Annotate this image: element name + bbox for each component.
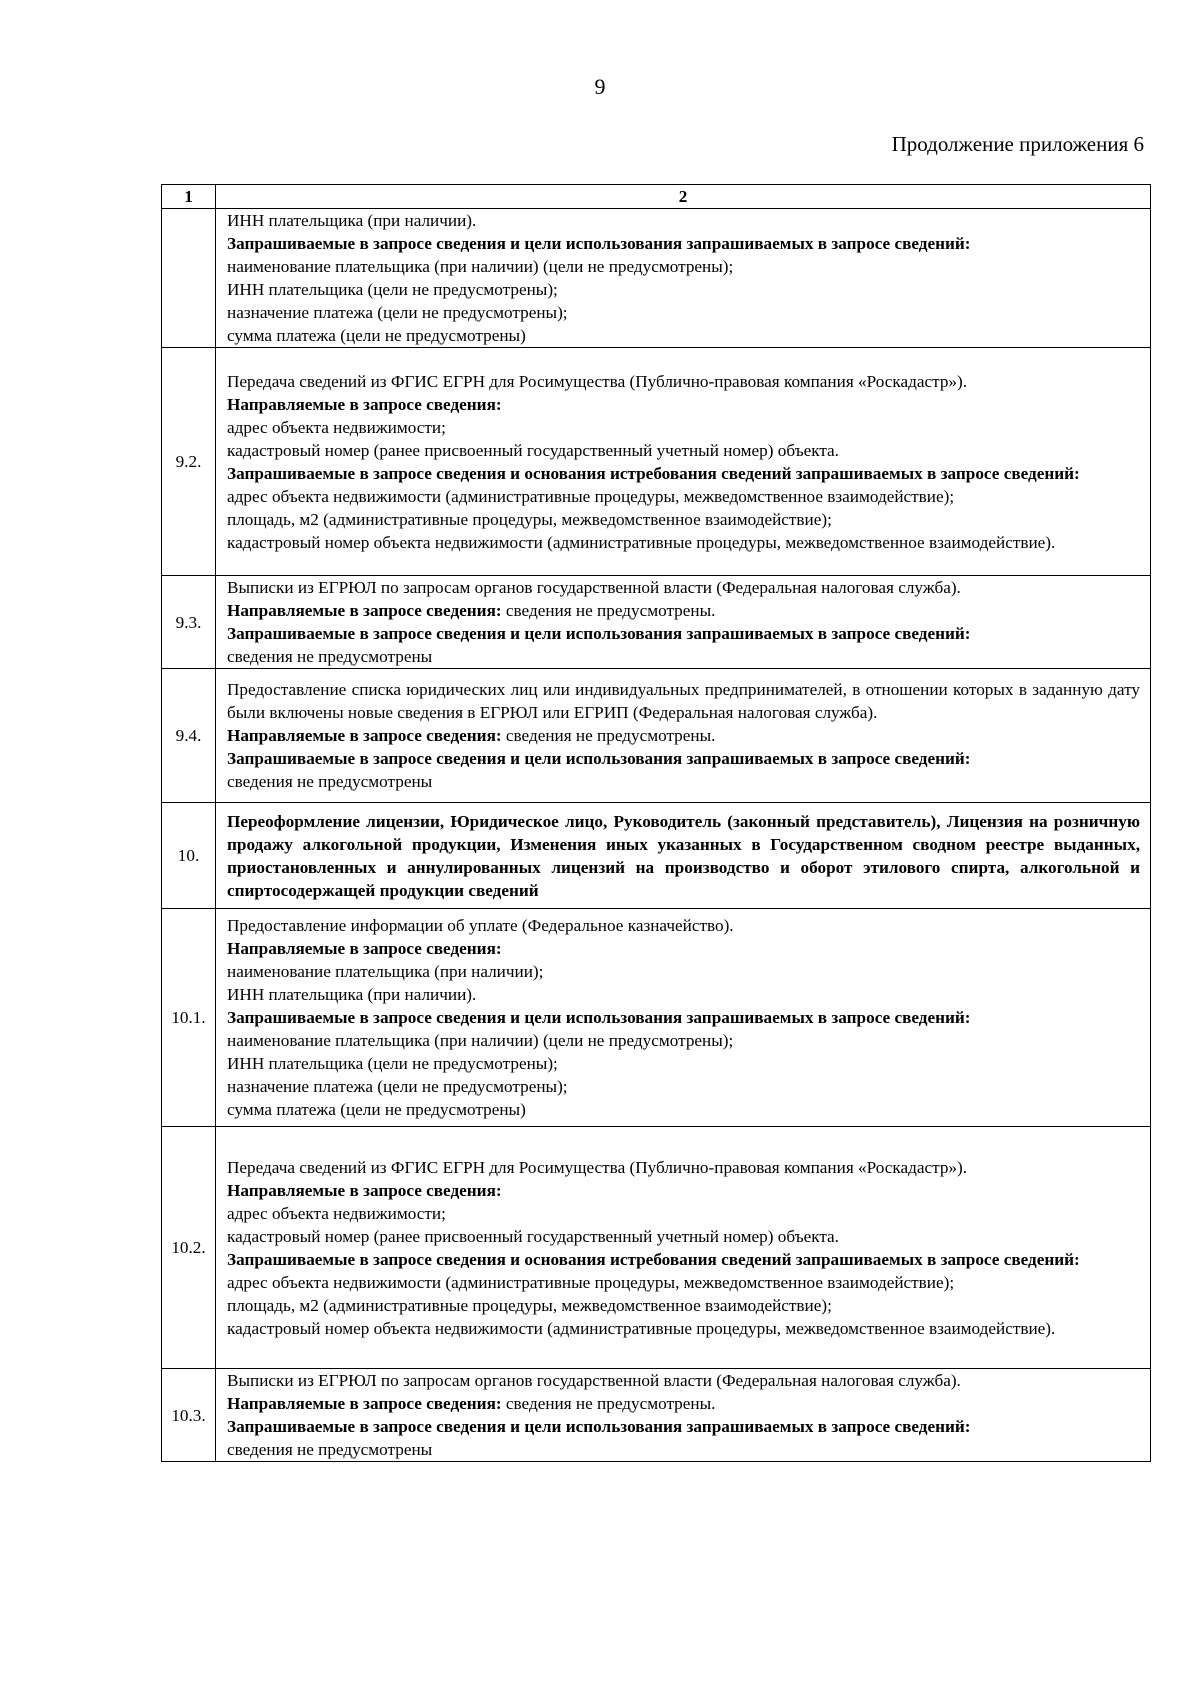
line-text: Направляемые в запросе сведения:	[227, 601, 502, 620]
row-content	[216, 803, 1151, 909]
text-line	[227, 1271, 1140, 1294]
line-text: ИНН плательщика (цели не предусмотрены);	[227, 1054, 558, 1073]
row-content	[216, 669, 1151, 803]
row-content	[216, 209, 1151, 348]
line-text: адрес объекта недвижимости;	[227, 417, 446, 437]
line-text: назначение платежа (цели не предусмотрены);	[227, 1077, 568, 1096]
line-text: Предоставление списка юридических лиц или индивидуальных предпринимателей, в отношении которых в заданную дату были включены новые сведения в ЕГРЮЛ или ЕГРИП (Федеральная налоговая служба).	[227, 680, 1140, 722]
table-row	[162, 1369, 1151, 1462]
table-body	[162, 209, 1151, 1462]
text-line	[227, 576, 1140, 599]
text-line	[227, 508, 1140, 531]
header-col-2: 2	[216, 185, 1151, 209]
text-line	[227, 209, 1140, 232]
appendix-table	[161, 184, 1151, 1462]
row-content	[216, 576, 1151, 669]
row-content	[216, 348, 1151, 576]
line-rest-text: сведения не предусмотрены.	[501, 601, 716, 620]
bold-line	[227, 810, 1140, 902]
line-text: назначение платежа (цели не предусмотрены);	[227, 303, 568, 322]
text-line	[227, 1098, 1140, 1121]
line-text: Предоставление информации об уплате (Федеральное казначейство).	[227, 916, 734, 935]
line-text: ИНН плательщика (при наличии).	[227, 985, 477, 1004]
line-text: кадастровый номер объекта недвижимости (административные процедуры, межведомственное взаимодействие).	[227, 1318, 1056, 1338]
line-text: ИНН плательщика (при наличии).	[227, 211, 477, 230]
line-rest-text: сведения не предусмотрены.	[501, 1394, 716, 1413]
line-text: Переоформление лицензии, Юридическое лицо, Руководитель (законный представитель), Лицензия на розничную продажу алкогольной продукции, Изменения иных указанных в Государственном сводном реестре выданных, приостановленных и аннулированных лицензий на производство и оборот этилового спирта, алкогольной и спиртосодержащей продукции сведений	[227, 811, 1140, 900]
text-line	[227, 255, 1140, 278]
line-text: Направляемые в запросе сведения:	[227, 1394, 502, 1413]
text-line	[227, 416, 1140, 439]
line-text: Выписки из ЕГРЮЛ по запросам органов государственной власти (Федеральная налоговая служба).	[227, 578, 961, 597]
bold-line	[227, 622, 1140, 645]
line-text: сведения не предусмотрены	[227, 772, 433, 791]
table-header-row	[162, 185, 1151, 209]
line-text: Направляемые в запросе сведения:	[227, 394, 502, 414]
line-text: Выписки из ЕГРЮЛ по запросам органов государственной власти (Федеральная налоговая служба).	[227, 1371, 961, 1390]
text-line	[227, 1369, 1140, 1392]
line-text: кадастровый номер объекта недвижимости (административные процедуры, межведомственное взаимодействие).	[227, 532, 1056, 552]
text-line	[227, 278, 1140, 301]
line-text: Направляемые в запросе сведения:	[227, 939, 502, 958]
bold-line	[227, 232, 1140, 255]
table-row	[162, 909, 1151, 1127]
row-content	[216, 909, 1151, 1127]
table-row	[162, 669, 1151, 803]
row-number: 10.	[162, 803, 216, 909]
text-line	[227, 645, 1140, 668]
line-text: кадастровый номер (ранее присвоенный государственный учетный номер) объекта.	[227, 1226, 839, 1246]
text-line	[227, 678, 1140, 724]
text-line	[227, 1156, 1140, 1179]
text-line	[227, 301, 1140, 324]
bold-line	[227, 937, 1140, 960]
row-number: 9.4.	[162, 669, 216, 803]
line-text: Запрашиваемые в запросе сведения и цели использования запрашиваемых в запросе сведений:	[227, 624, 971, 643]
line-text: наименование плательщика (при наличии);	[227, 962, 544, 981]
text-line	[227, 960, 1140, 983]
line-text: площадь, м2 (административные процедуры, межведомственное взаимодействие);	[227, 509, 832, 529]
line-text: Направляемые в запросе сведения:	[227, 726, 502, 745]
text-line	[227, 1052, 1140, 1075]
line-text: кадастровый номер (ранее присвоенный государственный учетный номер) объекта.	[227, 440, 839, 460]
text-line	[227, 531, 1140, 554]
line-text: Запрашиваемые в запросе сведения и основания истребования сведений запрашиваемых в запросе сведений:	[227, 1249, 1080, 1269]
table-row	[162, 803, 1151, 909]
line-text: Запрашиваемые в запросе сведения и цели использования запрашиваемых в запросе сведений:	[227, 1417, 971, 1436]
line-text: сумма платежа (цели не предусмотрены)	[227, 1100, 526, 1119]
table-row	[162, 576, 1151, 669]
text-line	[227, 1029, 1140, 1052]
line-text: ИНН плательщика (цели не предусмотрены);	[227, 280, 558, 299]
line-rest-text: сведения не предусмотрены.	[501, 726, 716, 745]
continuation-label: Продолжение приложения 6	[891, 132, 1144, 156]
text-line	[227, 1075, 1140, 1098]
bold-line	[227, 1006, 1140, 1029]
row-number: 10.2.	[162, 1127, 216, 1369]
row-content	[216, 1127, 1151, 1369]
table-row	[162, 209, 1151, 348]
row-number	[162, 209, 216, 348]
row-content	[216, 1369, 1151, 1462]
bold-line	[227, 1248, 1140, 1271]
line-text: сведения не предусмотрены	[227, 1440, 433, 1459]
line-text: адрес объекта недвижимости;	[227, 1203, 446, 1223]
text-line	[227, 1438, 1140, 1461]
bold-line	[227, 462, 1140, 485]
text-line	[227, 370, 1140, 393]
bold-line	[227, 1392, 1140, 1415]
line-text: адрес объекта недвижимости (административные процедуры, межведомственное взаимодействие);	[227, 1272, 955, 1292]
header-col-1: 1	[162, 185, 216, 209]
bold-line	[227, 599, 1140, 622]
line-text: Запрашиваемые в запросе сведения и цели использования запрашиваемых в запросе сведений:	[227, 1008, 971, 1027]
text-line	[227, 485, 1140, 508]
row-number: 9.3.	[162, 576, 216, 669]
bold-line	[227, 1415, 1140, 1438]
line-text: Запрашиваемые в запросе сведения и цели использования запрашиваемых в запросе сведений:	[227, 749, 971, 768]
text-line	[227, 324, 1140, 347]
text-line	[227, 439, 1140, 462]
line-text: Передача сведений из ФГИС ЕГРН для Росимущества (Публично-правовая компания «Роскадастр»).	[227, 371, 968, 391]
text-line	[227, 914, 1140, 937]
text-line	[227, 983, 1140, 1006]
line-text: наименование плательщика (при наличии) (цели не предусмотрены);	[227, 257, 734, 276]
bold-line	[227, 1179, 1140, 1202]
line-text: Запрашиваемые в запросе сведения и цели использования запрашиваемых в запросе сведений:	[227, 234, 971, 253]
line-text: наименование плательщика (при наличии) (цели не предусмотрены);	[227, 1031, 734, 1050]
row-number: 10.1.	[162, 909, 216, 1127]
text-line	[227, 1317, 1140, 1340]
bold-line	[227, 393, 1140, 416]
line-text: площадь, м2 (административные процедуры, межведомственное взаимодействие);	[227, 1295, 832, 1315]
line-text: Направляемые в запросе сведения:	[227, 1180, 502, 1200]
row-number: 9.2.	[162, 348, 216, 576]
table-row	[162, 1127, 1151, 1369]
text-line	[227, 1202, 1140, 1225]
line-text: сумма платежа (цели не предусмотрены)	[227, 326, 526, 345]
text-line	[227, 1225, 1140, 1248]
line-text: Запрашиваемые в запросе сведения и основания истребования сведений запрашиваемых в запросе сведений:	[227, 463, 1080, 483]
row-number: 10.3.	[162, 1369, 216, 1462]
bold-line	[227, 747, 1140, 770]
line-text: сведения не предусмотрены	[227, 647, 433, 666]
table-row	[162, 348, 1151, 576]
line-text: адрес объекта недвижимости (административные процедуры, межведомственное взаимодействие);	[227, 486, 955, 506]
line-text: Передача сведений из ФГИС ЕГРН для Росимущества (Публично-правовая компания «Роскадастр»).	[227, 1157, 968, 1177]
text-line	[227, 770, 1140, 793]
text-line	[227, 1294, 1140, 1317]
bold-line	[227, 724, 1140, 747]
page-number: 9	[594, 74, 606, 99]
